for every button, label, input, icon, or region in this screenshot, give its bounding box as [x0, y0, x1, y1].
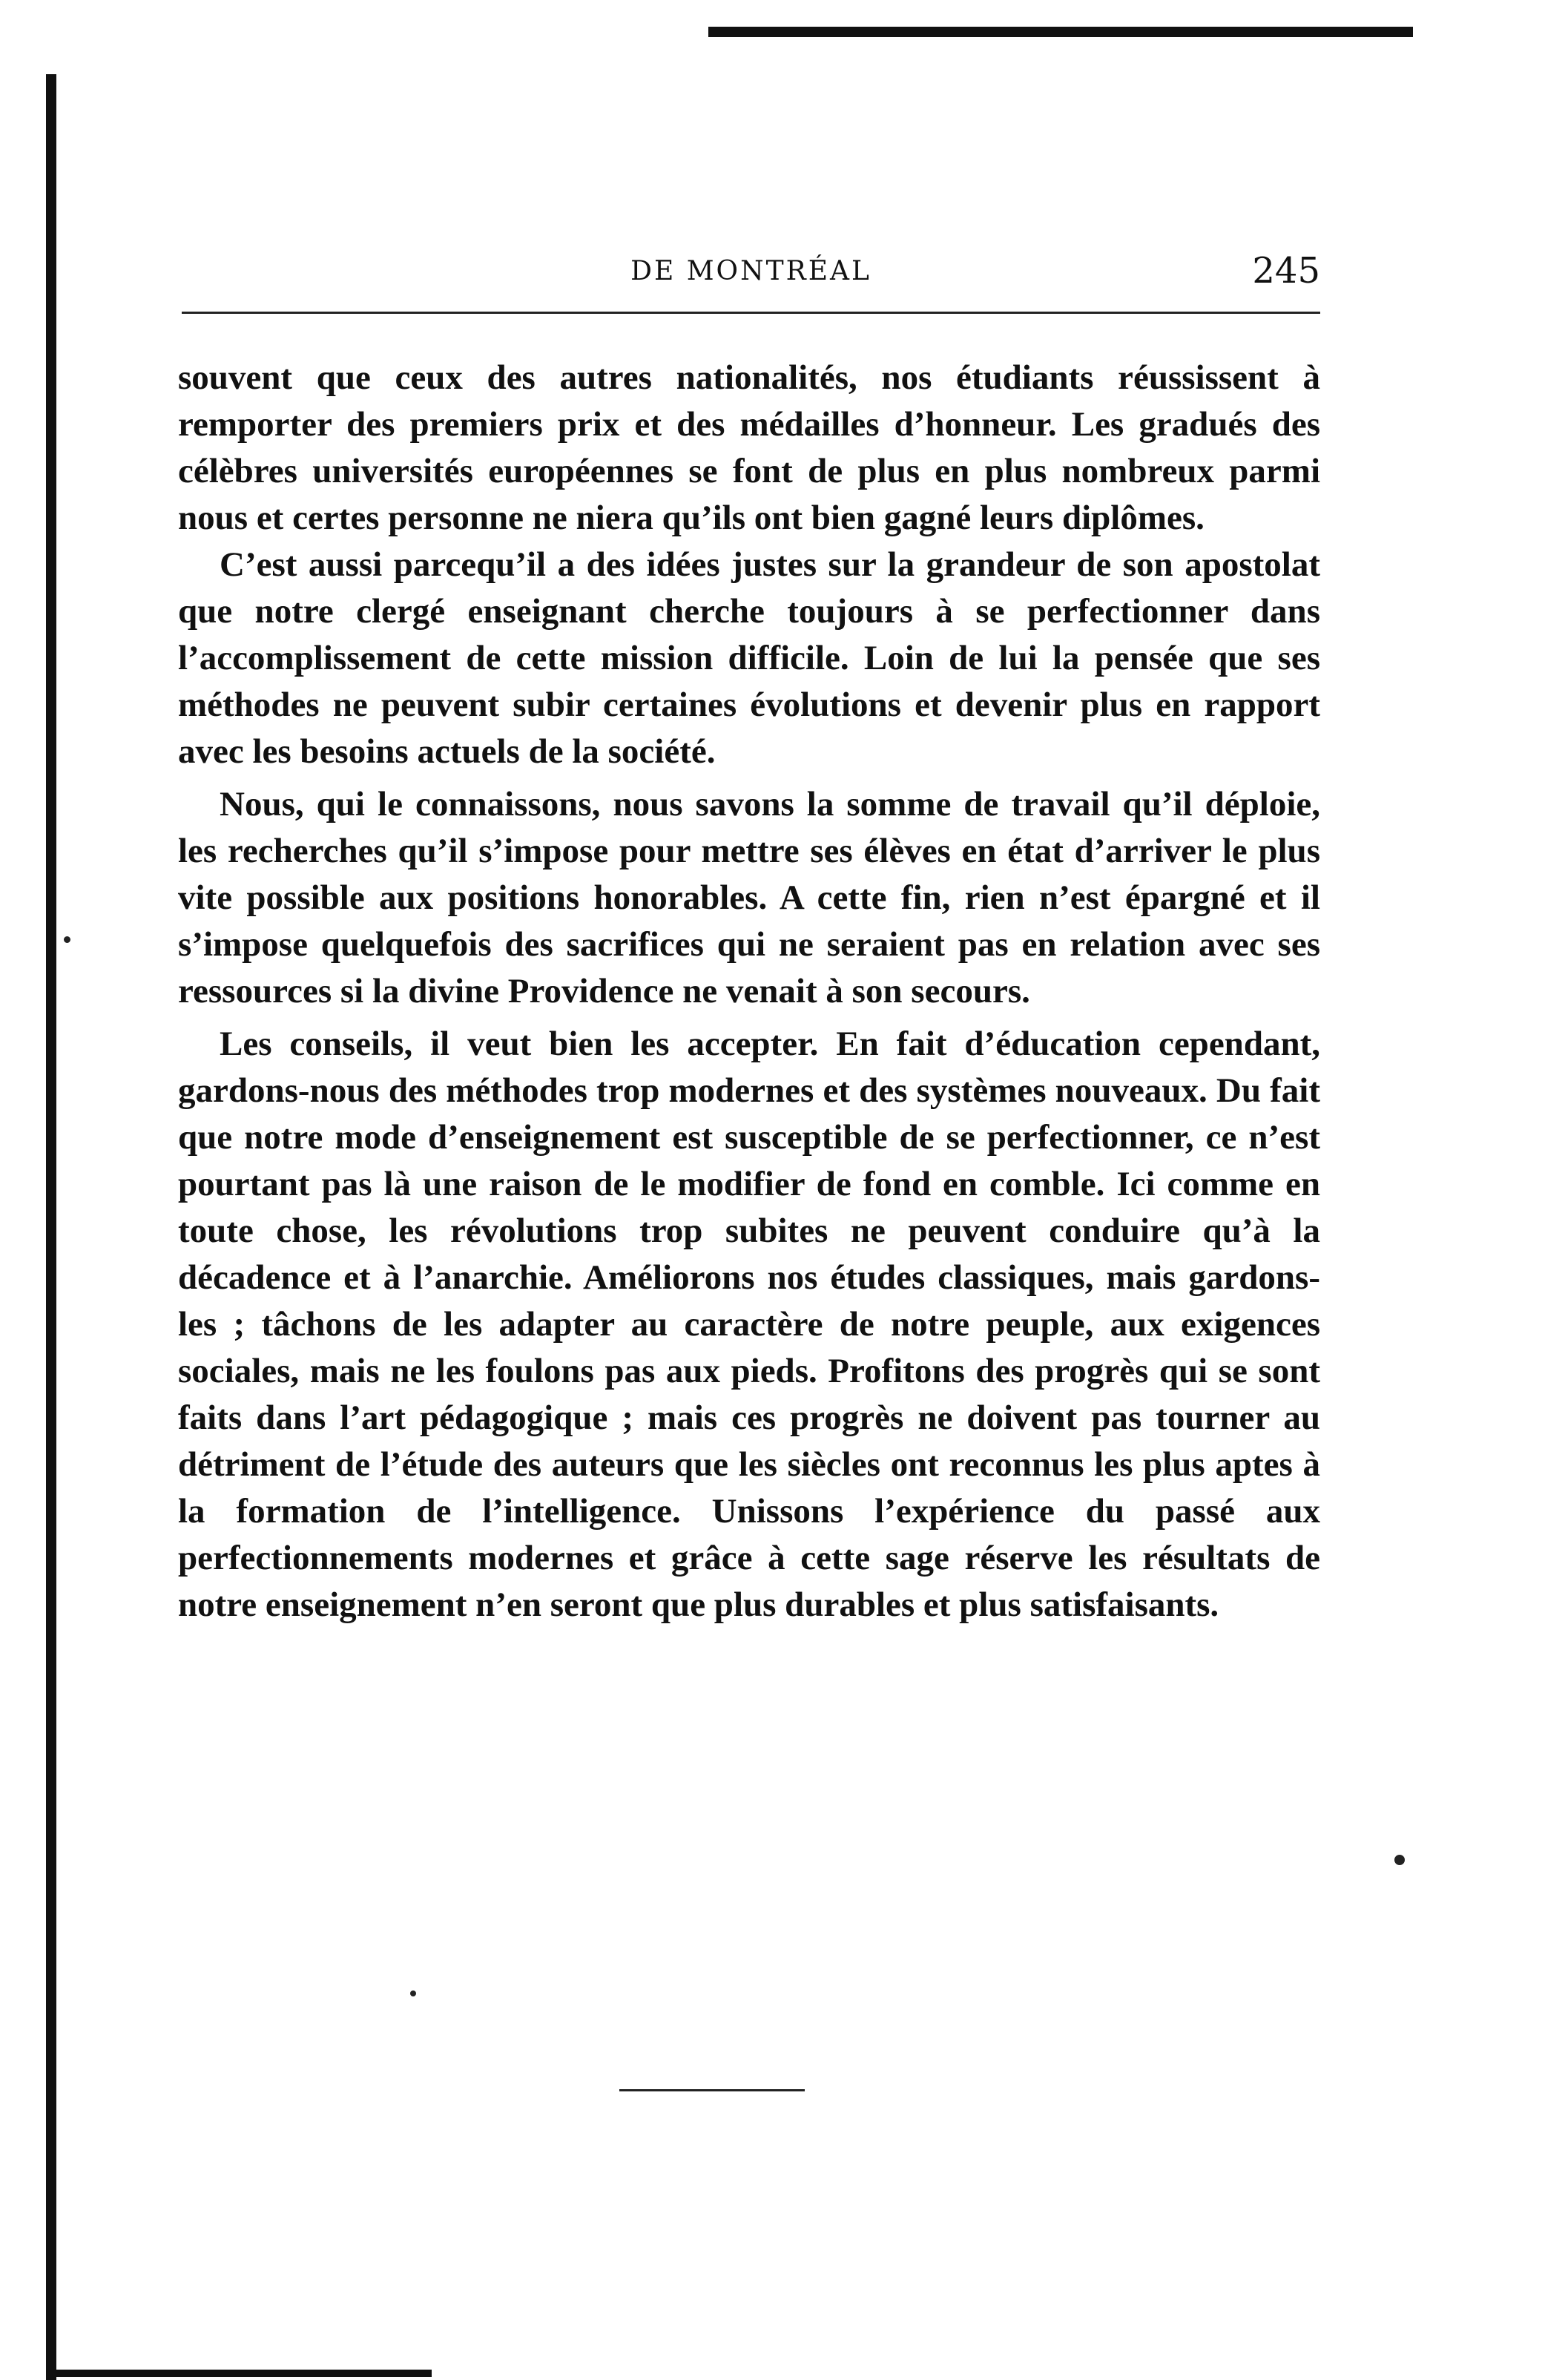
end-of-text-rule	[619, 2089, 805, 2091]
header-rule	[182, 312, 1320, 314]
paragraph-4: Les conseils, il veut bien les accepter. En fait d’éducation cependant, gardons-nous des méthodes trop modernes et des systèmes nouveaux. Du fait que notre mode d’enseignement est susceptible de se perfectionner, ce n’est pourtant pas là une raison de le modifier de fond en comble. Ici comme en toute chose, les révolutions trop subites ne peuvent conduire qu’à la décadence et à l’anarchie. Améliorons nos études classiques, mais gardons-les ; tâchons de les adapter au caractère de notre peuple, aux exigences sociales, mais ne les foulons pas aux pieds. Profitons des progrès qui se sont faits dans l’art pédagogique ; mais ces progrès ne doivent pas tourner au détriment de l’étude des auteurs que les siècles ont reconnus les plus aptes à la formation de l’intelligence. Unissons l’expérience du passé aux perfectionnements modernes et grâce à cette sage réserve les résultats de notre enseignement n’en seront que plus durables et plus satisfaisants.	[178, 1025, 1320, 1624]
bottom-scan-border	[46, 2370, 432, 2377]
paragraph-1: souvent que ceux des autres nationalités, nos étudiants réussissent à remporter des premiers prix et des médailles d’honneur. Les gradués des célèbres universités européennes se font de plus en plus nombreux parmi nous et certes personne ne niera qu’ils ont bien gagné leurs diplômes.	[178, 358, 1320, 537]
running-title: DE MONTRÉAL	[630, 256, 872, 286]
margin-speck-right	[1394, 1855, 1405, 1865]
paragraph-3: Nous, qui le connaissons, nous savons la somme de travail qu’il déploie, les recherches qu’il s’impose pour mettre ses élèves en état d’arriver le plus vite possible aux positions honorables. A cette fin, rien n’est épargné et il s’impose quelquefois des sacrifices qui ne seraient pas en relation avec ses ressources si la divine Providence ne venait à son secours.	[178, 785, 1320, 1010]
body-text	[178, 355, 1320, 1628]
margin-speck-left	[64, 936, 70, 943]
running-head	[182, 249, 1320, 300]
margin-speck-bottom	[410, 1991, 416, 1996]
page-number: 245	[1252, 250, 1320, 292]
top-scan-rule	[708, 27, 1413, 37]
paragraph-2: C’est aussi parcequ’il a des idées justes sur la grandeur de son apostolat que notre clergé enseignant cherche toujours à se perfectionner dans l’accomplissement de cette mission difficile. Loin de lui la pensée que ses méthodes ne peuvent subir certaines évolutions et devenir plus en rapport avec les besoins actuels de la société.	[178, 545, 1320, 771]
left-scan-border	[46, 74, 56, 2380]
